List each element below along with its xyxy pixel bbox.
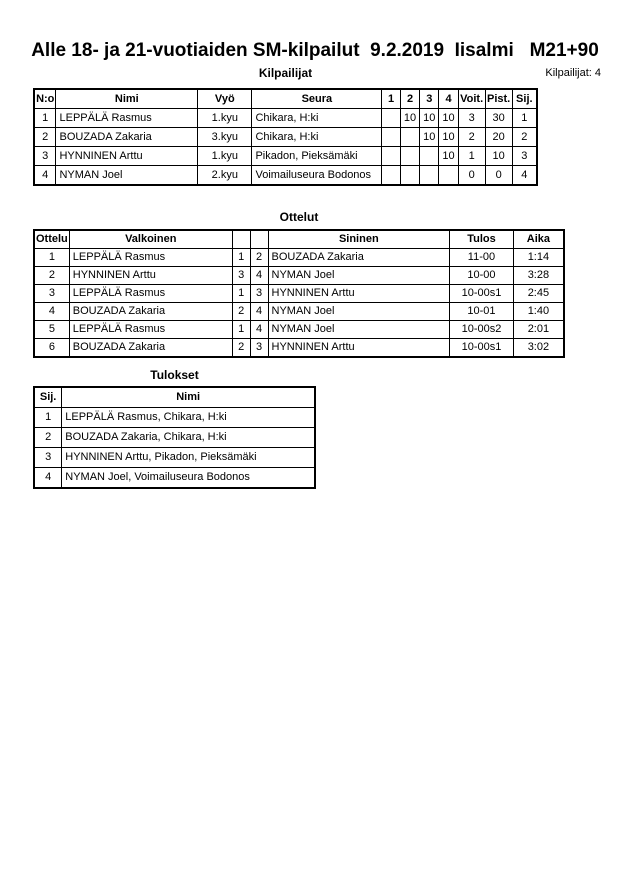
matches-header-row bbox=[34, 230, 564, 249]
matches-table bbox=[33, 229, 565, 358]
cell-ottelu: 4 bbox=[34, 302, 69, 320]
cell-ottelu: 1 bbox=[34, 248, 69, 266]
results-header-row bbox=[34, 387, 315, 408]
cell-voit: 0 bbox=[458, 165, 485, 185]
cell-score-2 bbox=[400, 165, 419, 185]
cell-sininen: HYNNINEN Arttu bbox=[268, 338, 450, 357]
cell-nimi: HYNNINEN Arttu bbox=[56, 146, 198, 165]
cell-voit: 1 bbox=[458, 146, 485, 165]
cell-aika: 3:02 bbox=[513, 338, 564, 357]
cell-sij: 3 bbox=[512, 146, 537, 165]
cell-tulos: 10-00 bbox=[450, 266, 514, 284]
cell-ottelu: 6 bbox=[34, 338, 69, 357]
competitor-row bbox=[34, 146, 537, 165]
cell-score-2: 10 bbox=[400, 108, 419, 127]
cell-white-number: 1 bbox=[232, 284, 250, 302]
cell-score-2 bbox=[400, 146, 419, 165]
cell-sininen: NYMAN Joel bbox=[268, 266, 450, 284]
competitor-row bbox=[34, 108, 537, 127]
col-tulos: Tulos bbox=[450, 230, 514, 249]
cell-tulos: 10-00s2 bbox=[450, 320, 514, 338]
cell-score-1 bbox=[382, 108, 401, 127]
cell-score-1 bbox=[382, 165, 401, 185]
cell-vyo: 2.kyu bbox=[198, 165, 252, 185]
cell-sij: 3 bbox=[34, 447, 62, 467]
col-aika: Aika bbox=[513, 230, 564, 249]
col-ottelu: Ottelu bbox=[34, 230, 69, 249]
col-vyo: Vyö bbox=[198, 89, 252, 109]
competitors-section bbox=[33, 66, 538, 186]
cell-valkoinen: LEPPÄLÄ Rasmus bbox=[69, 320, 232, 338]
cell-score-4: 10 bbox=[439, 127, 458, 146]
cell-valkoinen: LEPPÄLÄ Rasmus bbox=[69, 248, 232, 266]
col-blue-number bbox=[250, 230, 268, 249]
cell-nimi: BOUZADA Zakaria bbox=[56, 127, 198, 146]
cell-white-number: 3 bbox=[232, 266, 250, 284]
cell-seura: Voimailuseura Bodonos bbox=[252, 165, 382, 185]
cell-no: 4 bbox=[34, 165, 56, 185]
cell-seura: Chikara, H:ki bbox=[252, 127, 382, 146]
cell-tulos: 10-00s1 bbox=[450, 284, 514, 302]
competitor-row bbox=[34, 165, 537, 185]
col-nimi: Nimi bbox=[56, 89, 198, 109]
match-row bbox=[34, 320, 564, 338]
cell-pist: 20 bbox=[485, 127, 512, 146]
cell-voit: 3 bbox=[458, 108, 485, 127]
cell-white-number: 2 bbox=[232, 338, 250, 357]
cell-pist: 0 bbox=[485, 165, 512, 185]
cell-score-4: 10 bbox=[439, 146, 458, 165]
result-row bbox=[34, 467, 315, 488]
cell-score-3 bbox=[420, 165, 439, 185]
cell-sij: 1 bbox=[512, 108, 537, 127]
col-pist: Pist. bbox=[485, 89, 512, 109]
cell-sininen: NYMAN Joel bbox=[268, 320, 450, 338]
col-seura: Seura bbox=[252, 89, 382, 109]
cell-ottelu: 2 bbox=[34, 266, 69, 284]
cell-vyo: 1.kyu bbox=[198, 108, 252, 127]
matches-section bbox=[33, 210, 565, 358]
cell-vyo: 1.kyu bbox=[198, 146, 252, 165]
cell-aika: 2:45 bbox=[513, 284, 564, 302]
cell-white-number: 1 bbox=[232, 320, 250, 338]
match-row bbox=[34, 248, 564, 266]
col-valkoinen: Valkoinen bbox=[69, 230, 232, 249]
col-sininen: Sininen bbox=[268, 230, 450, 249]
cell-sij: 2 bbox=[512, 127, 537, 146]
cell-aika: 3:28 bbox=[513, 266, 564, 284]
col-white-number bbox=[232, 230, 250, 249]
col-opponent-2: 2 bbox=[400, 89, 419, 109]
cell-ottelu: 3 bbox=[34, 284, 69, 302]
cell-nimi: NYMAN Joel bbox=[56, 165, 198, 185]
cell-nimi: LEPPÄLÄ Rasmus, Chikara, H:ki bbox=[62, 407, 315, 427]
cell-score-1 bbox=[382, 146, 401, 165]
cell-ottelu: 5 bbox=[34, 320, 69, 338]
col-no: N:o bbox=[34, 89, 56, 109]
competitors-header-row bbox=[34, 89, 537, 109]
cell-score-3: 10 bbox=[420, 108, 439, 127]
cell-blue-number: 3 bbox=[250, 338, 268, 357]
cell-white-number: 2 bbox=[232, 302, 250, 320]
cell-score-4: 10 bbox=[439, 108, 458, 127]
cell-sininen: HYNNINEN Arttu bbox=[268, 284, 450, 302]
cell-score-3: 10 bbox=[420, 127, 439, 146]
cell-sininen: BOUZADA Zakaria bbox=[268, 248, 450, 266]
competitor-row bbox=[34, 127, 537, 146]
cell-sij: 4 bbox=[34, 467, 62, 488]
cell-sininen: NYMAN Joel bbox=[268, 302, 450, 320]
cell-nimi: HYNNINEN Arttu, Pikadon, Pieksämäki bbox=[62, 447, 315, 467]
cell-blue-number: 4 bbox=[250, 266, 268, 284]
cell-no: 2 bbox=[34, 127, 56, 146]
col-nimi: Nimi bbox=[62, 387, 315, 408]
competitors-table bbox=[33, 88, 538, 186]
cell-seura: Chikara, H:ki bbox=[252, 108, 382, 127]
cell-no: 1 bbox=[34, 108, 56, 127]
match-row bbox=[34, 302, 564, 320]
col-sij: Sij. bbox=[34, 387, 62, 408]
result-row bbox=[34, 407, 315, 427]
result-row bbox=[34, 447, 315, 467]
match-row bbox=[34, 284, 564, 302]
cell-sij: 2 bbox=[34, 427, 62, 447]
matches-heading: Ottelut bbox=[279, 209, 319, 224]
col-sij: Sij. bbox=[512, 89, 537, 109]
cell-blue-number: 4 bbox=[250, 302, 268, 320]
cell-tulos: 10-01 bbox=[450, 302, 514, 320]
cell-aika: 2:01 bbox=[513, 320, 564, 338]
cell-score-4 bbox=[439, 165, 458, 185]
cell-blue-number: 4 bbox=[250, 320, 268, 338]
cell-valkoinen: HYNNINEN Arttu bbox=[69, 266, 232, 284]
match-row bbox=[34, 266, 564, 284]
cell-no: 3 bbox=[34, 146, 56, 165]
cell-valkoinen: BOUZADA Zakaria bbox=[69, 338, 232, 357]
cell-valkoinen: LEPPÄLÄ Rasmus bbox=[69, 284, 232, 302]
cell-valkoinen: BOUZADA Zakaria bbox=[69, 302, 232, 320]
cell-sij: 4 bbox=[512, 165, 537, 185]
cell-pist: 30 bbox=[485, 108, 512, 127]
cell-score-3 bbox=[420, 146, 439, 165]
cell-tulos: 11-00 bbox=[450, 248, 514, 266]
col-opponent-4: 4 bbox=[439, 89, 458, 109]
cell-aika: 1:40 bbox=[513, 302, 564, 320]
result-row bbox=[34, 427, 315, 447]
cell-seura: Pikadon, Pieksämäki bbox=[252, 146, 382, 165]
page-title: Alle 18- ja 21-vuotiaiden SM-kilpailut 9.2.2019 Iisalmi M21+90 bbox=[31, 40, 599, 61]
cell-score-2 bbox=[400, 127, 419, 146]
cell-nimi: BOUZADA Zakaria, Chikara, H:ki bbox=[62, 427, 315, 447]
cell-sij: 1 bbox=[34, 407, 62, 427]
cell-aika: 1:14 bbox=[513, 248, 564, 266]
competitor-count-label: Kilpailijat: 4 bbox=[545, 67, 601, 79]
cell-score-1 bbox=[382, 127, 401, 146]
cell-voit: 2 bbox=[458, 127, 485, 146]
cell-tulos: 10-00s1 bbox=[450, 338, 514, 357]
col-voit: Voit. bbox=[458, 89, 485, 109]
cell-pist: 10 bbox=[485, 146, 512, 165]
results-table bbox=[33, 386, 316, 489]
col-opponent-1: 1 bbox=[382, 89, 401, 109]
results-section bbox=[33, 368, 316, 489]
results-heading: Tulokset bbox=[150, 367, 199, 382]
cell-blue-number: 2 bbox=[250, 248, 268, 266]
col-opponent-3: 3 bbox=[420, 89, 439, 109]
cell-vyo: 3.kyu bbox=[198, 127, 252, 146]
cell-nimi: LEPPÄLÄ Rasmus bbox=[56, 108, 198, 127]
cell-white-number: 1 bbox=[232, 248, 250, 266]
cell-blue-number: 3 bbox=[250, 284, 268, 302]
cell-nimi: NYMAN Joel, Voimailuseura Bodonos bbox=[62, 467, 315, 488]
competitors-heading: Kilpailijat bbox=[258, 65, 313, 80]
match-row bbox=[34, 338, 564, 357]
